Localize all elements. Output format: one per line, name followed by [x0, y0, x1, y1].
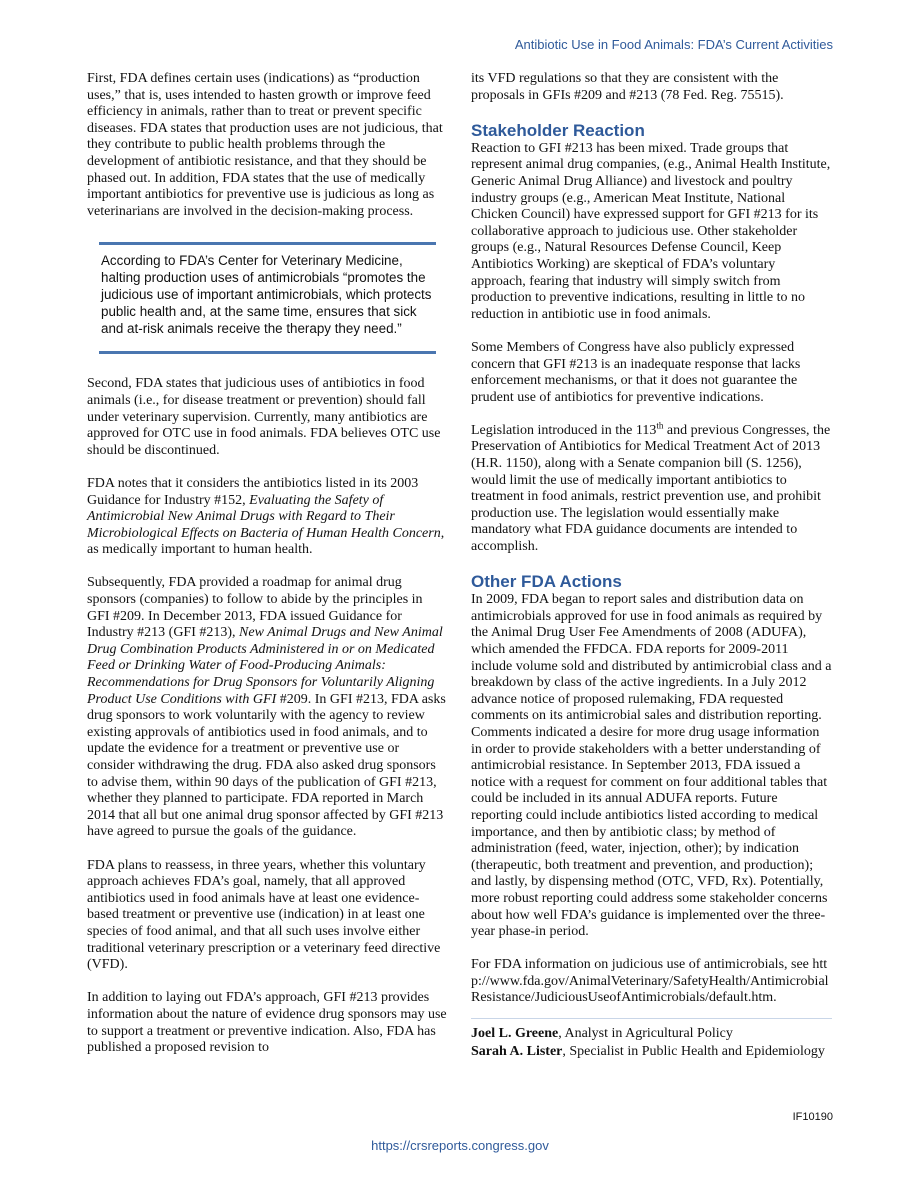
text-run: For FDA information on judicious use of antimicrobials, see — [471, 957, 813, 973]
author-name: Joel L. Greene — [471, 1025, 559, 1041]
paragraph: FDA plans to reassess, in three years, whether this voluntary approach achieves FDA’s goal, namely, that all approved antibiotics used in food animals have at least one evidence-based treatment or preventive use (indication) in at least one species of food animal, and that all such uses involve either traditional veterinary prescription or a veterinary feed directive (VFD). — [87, 857, 441, 973]
text-run: #209. In GFI #213, FDA asks drug sponsors to work voluntarily with the agency to review existing approvals of antibiotics used in food animals, and to update the evidence for a treatment or preventive use or consider withdrawing the drug. FDA also asked drug sponsors to advise them, within 90 days of the publication of GFI #213, whether they planned to participate. FDA reported in March 2014 that all but one animal drug sponsor affected by GFI #213 have agreed to pursue the goals of the guidance. — [87, 691, 446, 840]
section-heading-stakeholder-reaction: Stakeholder Reaction — [471, 120, 645, 140]
report-id: IF10190 — [792, 1111, 833, 1123]
guidance-title-italic: Evaluating the Safety of Antimicrobial New Animal Drugs with Regard to Their Microbiological Effects on Bacteria of Human Health Concern — [87, 492, 441, 541]
author-line — [471, 1025, 832, 1043]
right-column — [471, 71, 832, 1061]
paragraph — [471, 957, 832, 1007]
guidance-title-italic: New Animal Drugs and New Animal Drug Combination Products Administered in or on Medicated Feed or Drinking Water of Food-Producing Animals: Recommendations for Drug Sponsors for Voluntarily Aligning Product Use Conditions with GFI — [87, 625, 443, 707]
author-block — [471, 1018, 832, 1061]
author-line — [471, 1043, 832, 1061]
paragraph: In addition to laying out FDA’s approach, GFI #213 provides information about the nature of evidence drug sponsors may use to support a treatment or preventive indication. Also, FDA has published a proposed revision to — [87, 990, 447, 1056]
text-run: , as medically important to human health. — [87, 525, 445, 558]
paragraph: In 2009, FDA began to report sales and distribution data on antimicrobials approved for use in food animals as required by the Animal Drug User Fee Amendments of 2008 (ADUFA), which amended the FFDCA. FDA reports for 2009-2011 include volume sold and distributed by antimicrobial class and a breakdown by class of the active ingredients. In a July 2012 advance notice of proposed rulemaking, FDA requested comments on its antimicrobial sales and distribution reporting. Comments indicated a desire for more drug usage information in order to provide stakeholders with a better understanding of antimicrobial resistance. In September 2013, FDA issued a notice with a request for comment on four additional tables that could be included in its annual ADUFA reports. Future reporting could include antibiotics listed according to medical importance, and then by antibiotic class; by method of administration (feed, water, injection, other); by indication (therapeutic, both treatment and prevention, and production); and lastly, by dispensing method (OTC, VFD, Rx). Potentially, more robust reporting could address some stakeholder concerns about how well FDA’s guidance is implemented over the three-year phase-in period. — [471, 592, 832, 940]
footer-url-link[interactable]: https://crsreports.congress.gov — [371, 1138, 549, 1153]
paragraph: First, FDA defines certain uses (indications) as “production uses,” that is, uses intended to hasten growth or improve feed efficiency in animals, rather than to treat or prevent specific diseases. FDA states that production uses are not judicious, that they contribute to public health problems through the development of antibiotic resistance, and that they should be phased out. In addition, FDA states that the use of medically important antibiotics for preventive use is judicious as long as veterinarians are involved in the decision-making process. — [87, 71, 443, 219]
section-heading-other-fda-actions: Other FDA Actions — [471, 572, 622, 592]
text-run: . — [773, 990, 777, 1006]
text-run: and previous Congresses, the Preservation of Antibiotics for Medical Treatment Act of 2013 (H.R. 1150), along with a Senate companion bill (S. 1256), would limit the use of medically important antibiotics to treatment in food animals, restrict prevention use, and prohibit production use. The legislation would essentially make mandatory what FDA guidance documents are intended to accomplish. — [471, 422, 831, 555]
paragraph — [471, 420, 832, 556]
running-header-title: Antibiotic Use in Food Animals: FDA’s Current Activities — [514, 37, 833, 52]
text-run: Legislation introduced in the 113 — [471, 422, 657, 438]
text-run: Subsequently, FDA provided a roadmap for animal drug sponsors (companies) to follow to abide by the principles in GFI #209. In December 2013, FDA issued Guidance for Industry #213 (GFI #213), — [87, 575, 423, 641]
author-role: , Specialist in Public Health and Epidemiology — [562, 1043, 825, 1059]
paragraph: Second, FDA states that judicious uses of antibiotics in food animals (i.e., for disease treatment or prevention) should fall under veterinary supervision. Currently, many antibiotics are approved for OTC use in food animals. FDA believes OTC use should be discontinued. — [87, 376, 441, 458]
text-run: FDA notes that it considers the antibiotics listed in its 2003 Guidance for Industry #152, — [87, 475, 419, 508]
author-role: , Analyst in Agricultural Policy — [558, 1025, 733, 1041]
paragraph — [87, 476, 448, 559]
pull-quote-callout: According to FDA’s Center for Veterinary Medicine, halting production uses of antimicrobials “promotes the judicious use of important antimicrobials, which protects public health and, at the same time, ensures that sick and at-risk animals receive the therapy they need.” — [99, 242, 436, 354]
fda-url-link[interactable]: http://www.fda.gov/AnimalVeterinary/SafetyHealth/AntimicrobialResistance/JudiciousUseofAntimicrobials/default.htm — [471, 957, 829, 1006]
superscript: th — [656, 420, 664, 431]
paragraph: Some Members of Congress have also publicly expressed concern that GFI #213 is an inadequate response that lacks enforcement mechanisms, or that it does not guarantee the prudent use of antibiotics for preventive indications. — [471, 339, 801, 405]
left-column — [87, 71, 448, 1073]
paragraph: its VFD regulations so that they are consistent with the proposals in GFIs #209 and #213 (78 Fed. Reg. 75515). — [471, 71, 784, 103]
paragraph: Reaction to GFI #213 has been mixed. Trade groups that represent animal drug companies, (e.g., Animal Health Institute, Generic Animal Drug Alliance) and livestock and poultry industry groups (e.g., American Meat Institute, National Chicken Council) have expressed support for GFI #213 for its collaborative approach to judicious use. Other stakeholder groups (e.g., Natural Resources Defense Council, Keep Antibiotics Working) are skeptical of FDA’s voluntary approach, fearing that industry will simply switch from production to preventive indications, resulting in little to no reduction in antibiotic use in food animals. — [471, 140, 831, 322]
paragraph — [87, 575, 448, 841]
author-name: Sarah A. Lister — [471, 1043, 563, 1059]
